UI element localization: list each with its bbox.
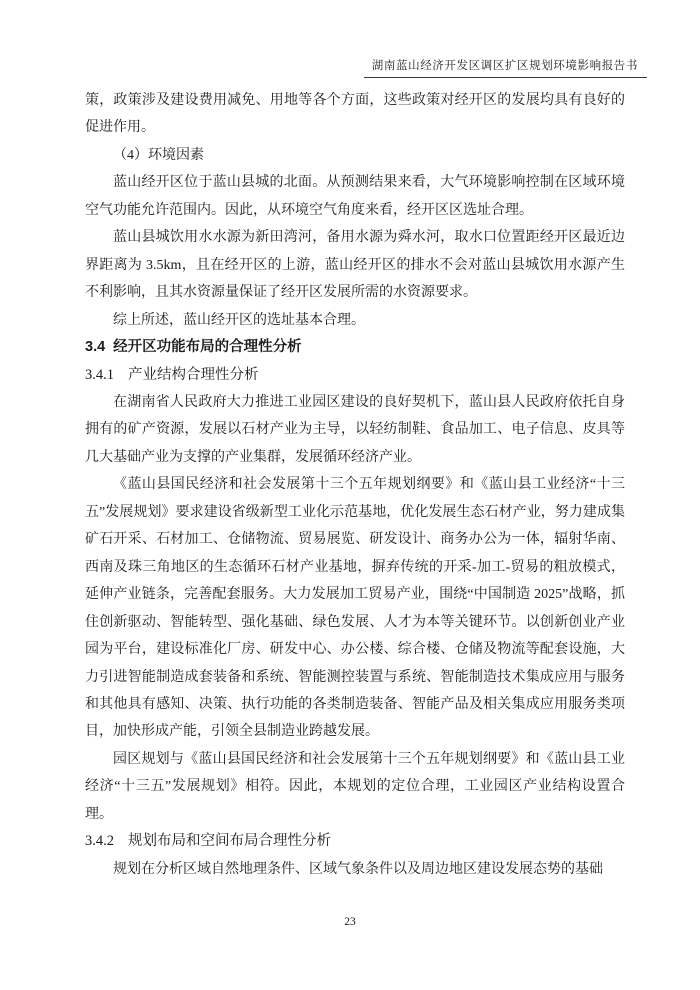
section-title: 经开区功能布局的合理性分析	[113, 339, 302, 356]
paragraph-air-environment: 蓝山经开区位于蓝山县城的北面。从预测结果来看，大气环境影响控制在区域环境空气功能允许范围内。因此，从环境空气角度来看，经开区区选址合理。	[85, 175, 625, 218]
paragraph-water-source: 蓝山县城饮用水水源为新田湾河，备用水源为舜水河，取水口位置距经开区最近边界距离为 3.5km，且在经开区的上游，蓝山经开区的排水不会对蓝山县城饮用水源产生不利影响，且其水资源量保证了经开区发展所需的水资源要求。	[85, 230, 625, 301]
paragraph-five-year-plan: 《蓝山县国民经济和社会发展第十三个五年规划纲要》和《蓝山县工业经济“十三五”发展规划》要求建设省级新型工业化示范基地，优化发展生态石材产业，努力建成集矿石开采、石材加工、仓储物流、贸易展览、研发设计、商务办公为一体，辐射华南、西南及珠三角地区的生态循环石材产业基地，摒弃传统的开采-加工-贸易的粗放模式，延伸产业链条，完善配套服务。大力发展加工贸易产业，围绕“中国制造 2025”战略，抓住创新驱动、智能转型、强化基础、绿色发展、人才为本等关键环节。以创新创业产业园为平台，建设标准化厂房、研发中心、办公楼、综合楼、仓储及物流等配套设施，大力引进智能制造成套装备和系统、智能测控装置与系统、智能制造技术集成应用与服务和其他具有感知、决策、执行功能的各类制造装备、智能产品及相关集成应用服务类项目，加快形成产能，引领全县制造业跨越发展。	[85, 477, 625, 740]
paragraph-industry-structure: 在湖南省人民政府大力推进工业园区建设的良好契机下，蓝山县人民政府依托自身拥有的矿产资源，发展以石材产业为主导，以轻纺制鞋、食品加工、电子信息、皮具等几大基础产业为支撑的产业集群，发展循环经济产业。	[85, 394, 625, 465]
list-item-env-factor: （4）环境因素	[113, 147, 204, 163]
section-title: 规划布局和空间布局合理性分析	[128, 833, 331, 850]
section-heading-3-4	[85, 334, 625, 361]
section-heading-3-4-2	[85, 828, 625, 855]
section-number: 3.4.1	[85, 366, 114, 383]
paragraph-policy-continuation: 策，政策涉及建设费用减免、用地等各个方面，这些政策对经开区的发展均具有良好的促进作用。	[85, 93, 625, 136]
paragraph-layout-basis: 规划在分析区域自然地理条件、区域气象条件以及周边地区建设发展态势的基础	[113, 861, 603, 877]
document-body	[85, 87, 625, 883]
section-number: 3.4.2	[85, 833, 114, 850]
section-number: 3.4	[85, 339, 106, 356]
section-heading-3-4-1	[85, 362, 625, 389]
paragraph-plan-conformity: 园区规划与《蓝山县国民经济和社会发展第十三个五年规划纲要》和《蓝山县工业经济“十三五”发展规划》相符。因此，本规划的定位合理，工业园区产业结构设置合理。	[85, 751, 625, 822]
page-number: 23	[344, 916, 356, 928]
paragraph-site-summary: 综上所述，蓝山经开区的选址基本合理。	[113, 312, 365, 328]
section-title: 产业结构合理性分析	[128, 366, 259, 383]
running-header: 湖南蓝山经济开发区调区扩区规划环境影响报告书	[364, 57, 647, 78]
page-footer	[0, 916, 700, 928]
